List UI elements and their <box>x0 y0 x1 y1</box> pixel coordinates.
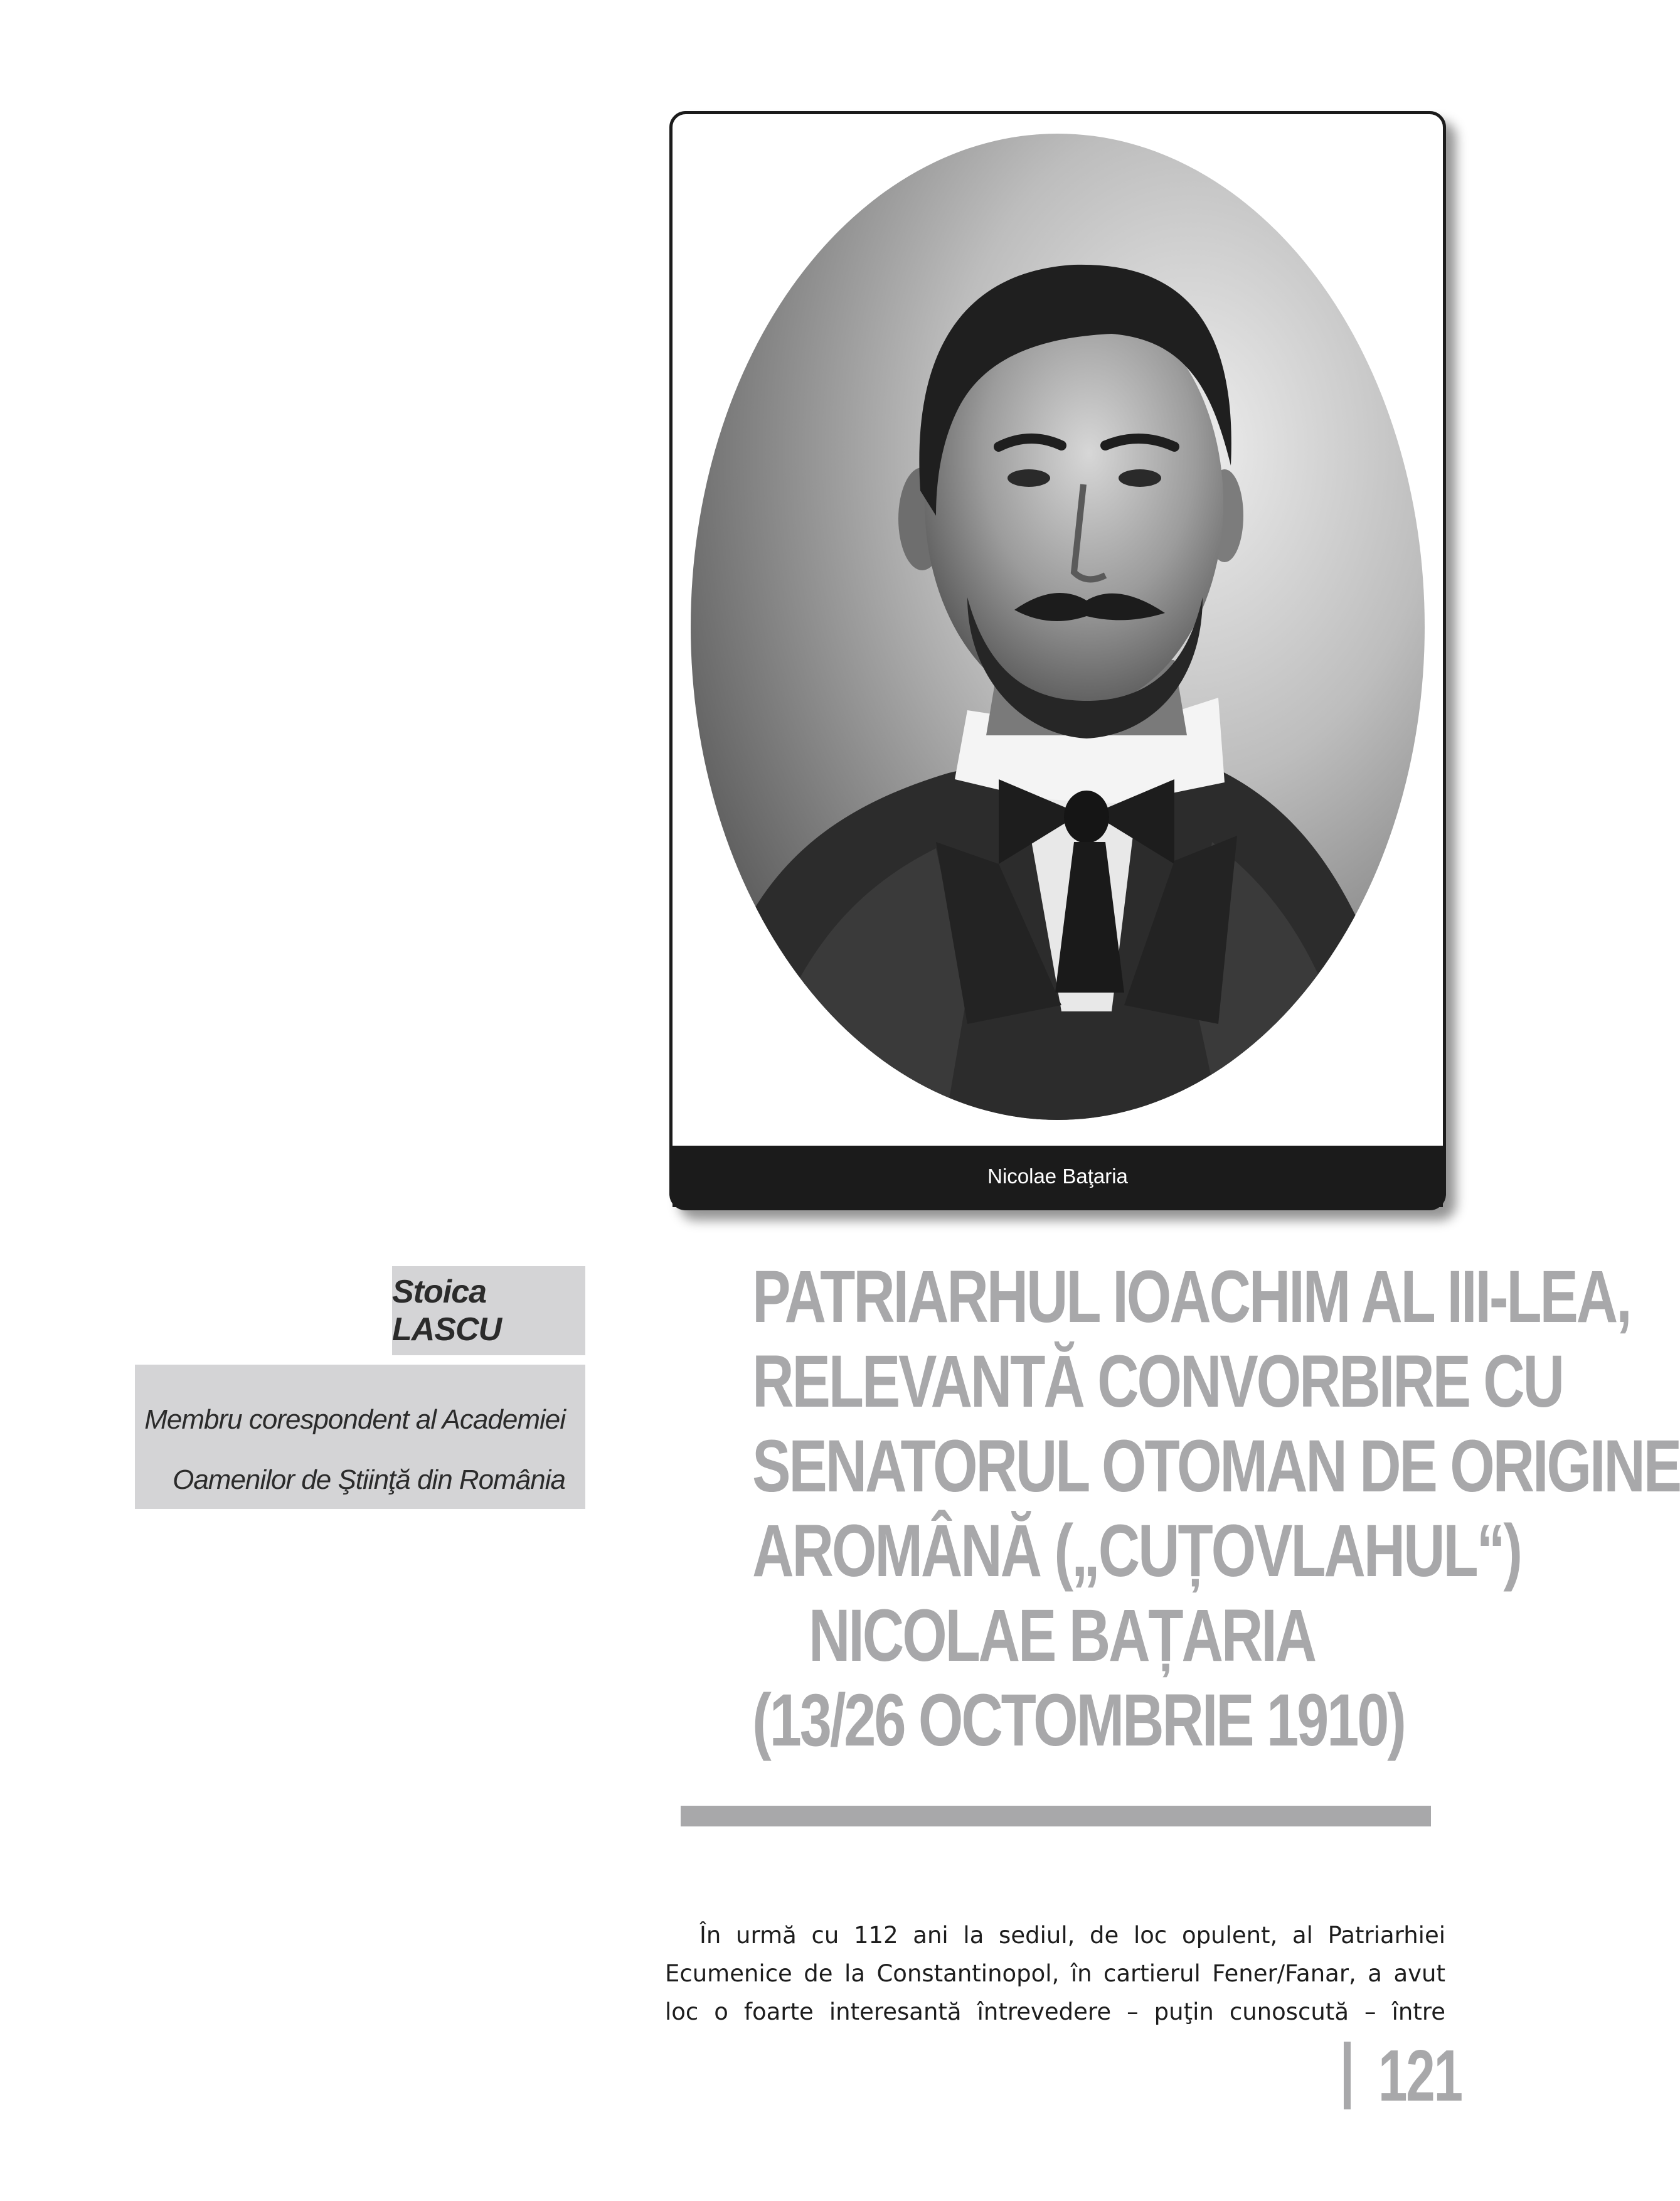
title-line: NICOLAE BAȚARIA <box>808 1594 1316 1677</box>
portrait-figure <box>669 111 1446 1210</box>
portrait-photo <box>673 114 1443 1139</box>
page-number-divider <box>1344 2042 1351 2109</box>
article-body <box>665 1916 1445 2031</box>
title-line: (13/26 OCTOMBRIE 1910) <box>752 1679 1405 1762</box>
article-title <box>752 1255 1680 1763</box>
body-line: În urmă cu 112 ani la sediul, de loc opulent, al Patriarhiei <box>699 1922 1445 1949</box>
page-number <box>1344 2032 1494 2119</box>
body-line: Ecumenice de la Constantinopol, în cartierul Fener/Fanar, a avut <box>665 1960 1445 1987</box>
title-line: PATRIARHUL IOACHIM AL III-LEA, <box>752 1255 1630 1338</box>
author-affiliation <box>135 1365 585 1509</box>
title-line: RELEVANTĂ CONVORBIRE CU <box>752 1340 1563 1423</box>
title-line: AROMÂNĂ („CUȚOVLAHUL“) <box>752 1510 1521 1592</box>
affiliation-line: Membru corespondent al Academiei <box>144 1404 565 1435</box>
affiliation-line: Oamenilor de Ştiinţă din România <box>173 1464 565 1495</box>
page-number-value: 121 <box>1378 2035 1462 2116</box>
body-line: loc o foarte interesantă întrevedere – puţin cunoscută – între <box>665 1998 1445 2025</box>
title-divider <box>681 1806 1431 1826</box>
title-line: SENATORUL OTOMAN DE ORIGINE <box>752 1425 1680 1508</box>
author-name: Stoica LASCU <box>392 1266 585 1355</box>
figure-caption: Nicolae Baţaria <box>673 1146 1443 1207</box>
